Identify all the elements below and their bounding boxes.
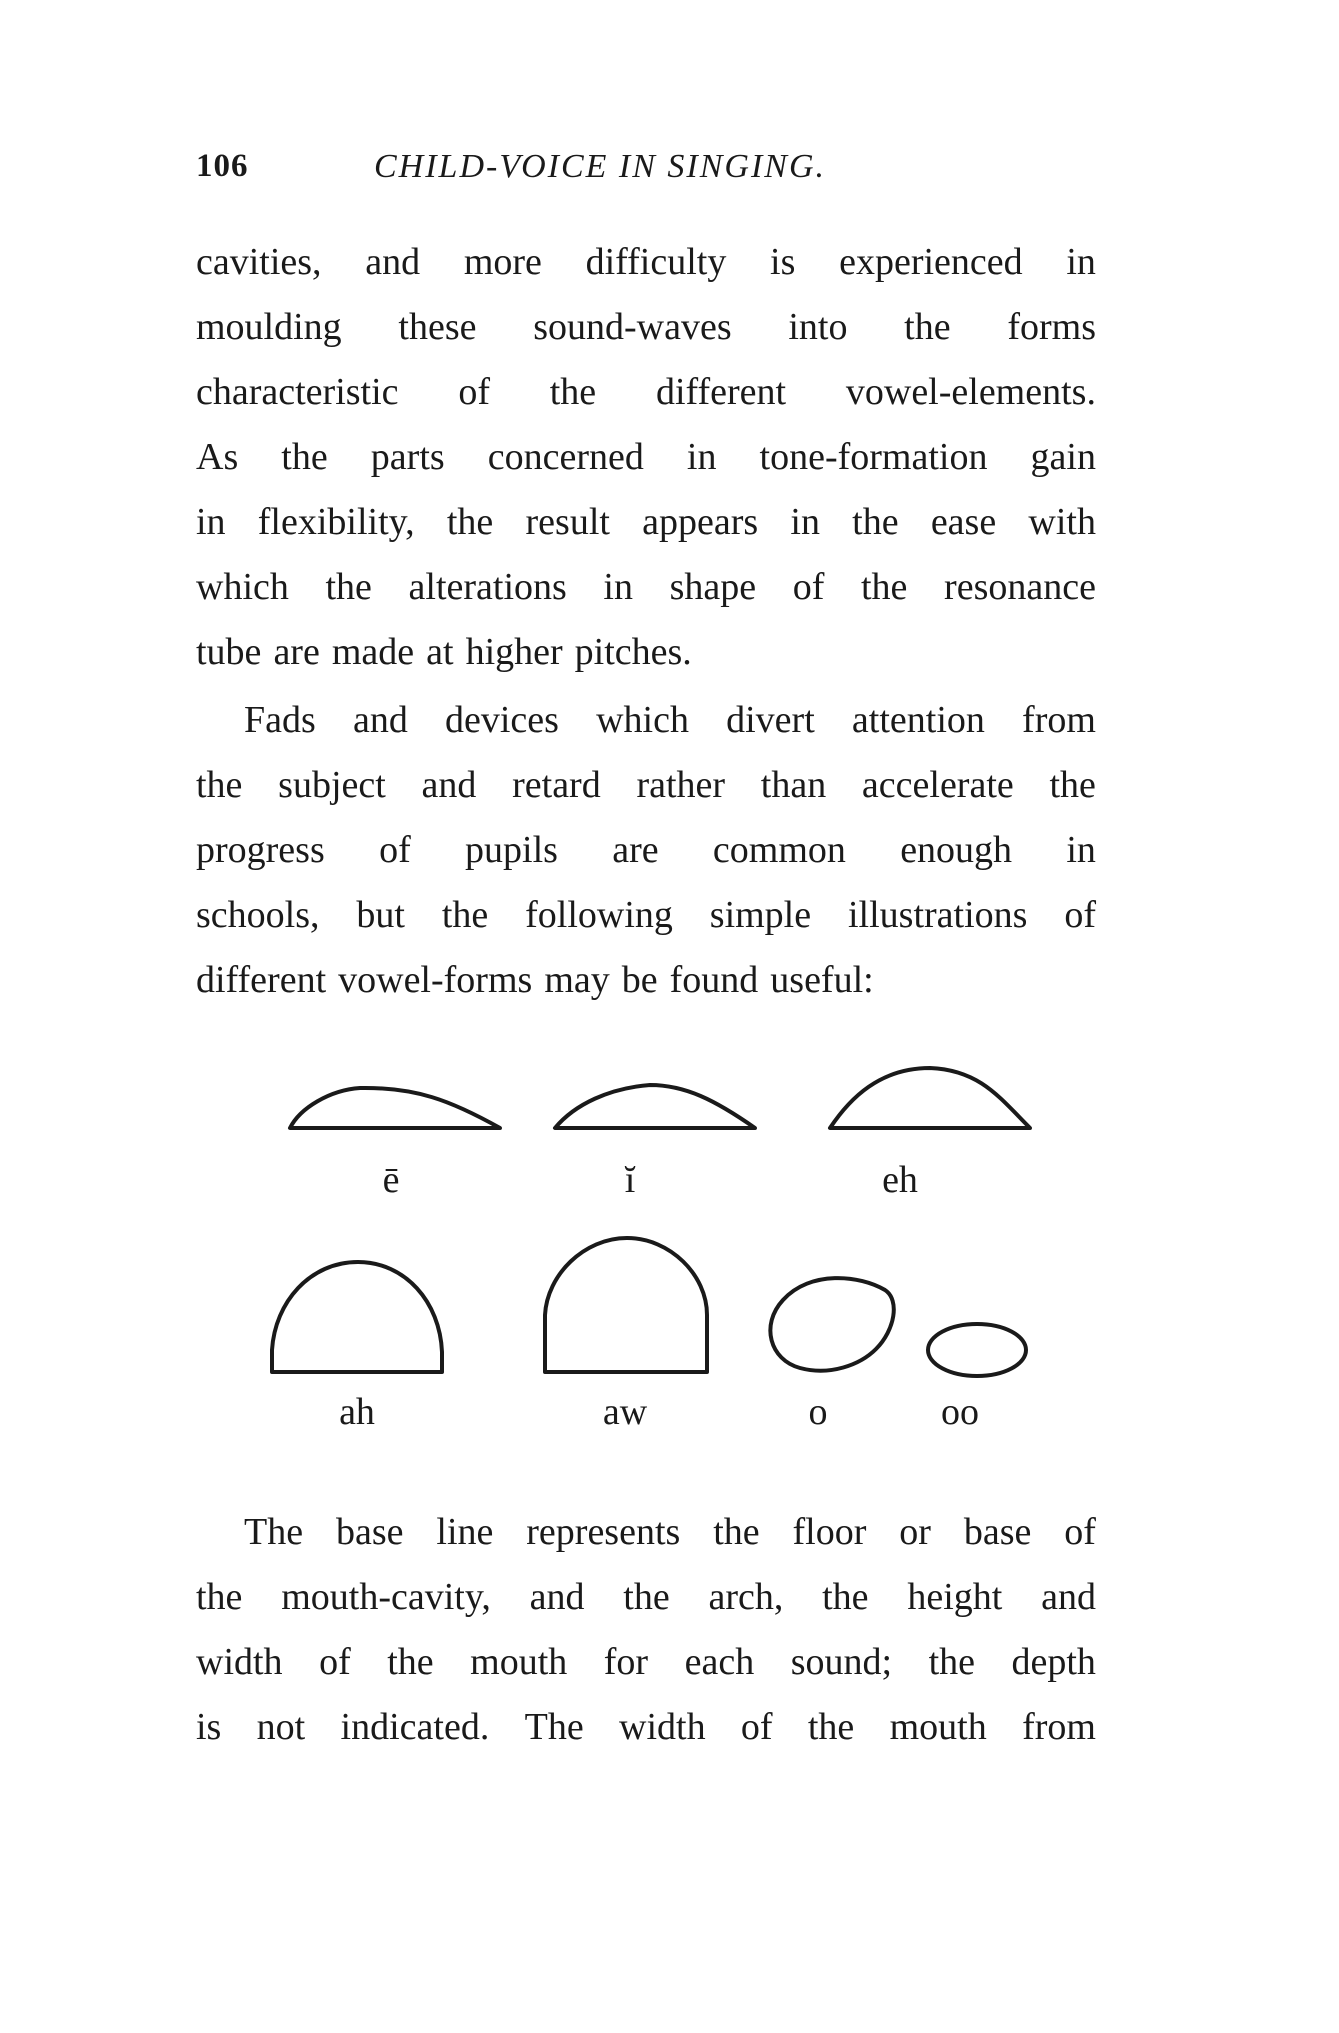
vowel-shape-i-short <box>555 1085 755 1128</box>
word: may <box>544 959 610 1001</box>
word: of <box>1064 894 1096 936</box>
text-line <box>196 295 1096 360</box>
word: the <box>928 1641 975 1683</box>
text-line <box>196 425 1096 490</box>
word: and <box>365 241 421 283</box>
text-line <box>196 818 1096 883</box>
word: progress <box>196 829 325 871</box>
text-line <box>196 1695 1096 1760</box>
word: shape <box>669 566 757 608</box>
word: cavities, <box>196 241 322 283</box>
word: higher <box>465 631 563 673</box>
word: width <box>196 1641 283 1683</box>
vowel-label: aw <box>602 1391 648 1433</box>
word: of <box>379 829 411 871</box>
word: floor <box>792 1511 867 1553</box>
word: and <box>421 764 477 806</box>
vowel-shape-eh <box>830 1068 1030 1128</box>
word: of <box>319 1641 351 1683</box>
word: base <box>335 1511 404 1553</box>
word: tone-formation <box>759 436 988 478</box>
word: mouth-cavity, <box>281 1576 491 1618</box>
text-line <box>196 883 1096 948</box>
word: at <box>426 631 454 673</box>
word: the <box>441 894 489 936</box>
word: for <box>603 1641 649 1683</box>
word: enough <box>900 829 1013 871</box>
word: different <box>655 371 787 413</box>
paragraph-3 <box>196 1500 1096 1760</box>
word: mouth <box>470 1641 568 1683</box>
word: vowel-forms <box>338 959 533 1001</box>
text-line <box>196 230 1096 295</box>
word: Fads <box>244 699 316 741</box>
vowel-shape-o <box>770 1278 893 1371</box>
word: The <box>244 1511 304 1553</box>
word: useful: <box>770 959 874 1001</box>
word: experienced <box>839 241 1023 283</box>
running-head: CHILD-VOICE IN SINGING. <box>374 148 827 185</box>
word: or <box>899 1511 931 1553</box>
text-line <box>196 948 1096 1013</box>
word: is <box>770 241 796 283</box>
word: in <box>1066 241 1096 283</box>
word: be <box>621 959 658 1001</box>
word: of <box>740 1706 773 1748</box>
word: accelerate <box>861 764 1014 806</box>
word: more <box>463 241 542 283</box>
word: in <box>790 501 820 543</box>
word: subject <box>278 764 386 806</box>
paragraph-2 <box>196 688 1096 1013</box>
vowel-shape-ah <box>272 1262 442 1372</box>
word: attention <box>851 699 985 741</box>
word: not <box>256 1706 306 1748</box>
word: indicated. <box>340 1706 490 1748</box>
word: of <box>458 371 490 413</box>
word: of <box>792 566 825 608</box>
vowel-label: ĭ <box>624 1159 636 1201</box>
word: with <box>1028 501 1096 543</box>
word: the <box>281 436 328 478</box>
text-line <box>196 555 1096 620</box>
page-number: 106 <box>196 148 249 184</box>
paragraph-1 <box>196 230 1096 685</box>
word: and <box>352 699 408 741</box>
vowel-shape-oo <box>928 1324 1026 1376</box>
word: are <box>273 631 320 673</box>
word: represents <box>526 1511 681 1553</box>
vowel-shape-aw <box>545 1238 707 1372</box>
word: the <box>1049 764 1096 806</box>
word: alterations <box>408 566 567 608</box>
word: different <box>196 959 327 1001</box>
word: sound-waves <box>533 306 732 348</box>
word: in <box>603 566 633 608</box>
word: resonance <box>944 566 1096 608</box>
word: vowel-elements. <box>845 371 1096 413</box>
word: ease <box>930 501 997 543</box>
word: the <box>852 501 899 543</box>
word: As <box>196 436 239 478</box>
vowel-label: oo <box>941 1391 979 1433</box>
word: result <box>525 501 610 543</box>
text-line <box>196 753 1096 818</box>
text-line <box>196 688 1096 753</box>
page-header <box>196 148 1096 198</box>
word: each <box>684 1641 755 1683</box>
word: but <box>356 894 405 936</box>
word: the <box>196 1576 243 1618</box>
word: the <box>904 306 951 348</box>
word: The <box>524 1706 584 1748</box>
word: and <box>529 1576 585 1618</box>
word: pitches. <box>574 631 692 673</box>
word: mouth <box>889 1706 987 1748</box>
word: devices <box>444 699 559 741</box>
word: the <box>387 1641 434 1683</box>
text-line <box>196 360 1096 425</box>
text-line <box>196 490 1096 555</box>
word: height <box>907 1576 1003 1618</box>
word: which <box>196 566 289 608</box>
word: the <box>446 501 494 543</box>
word: gain <box>1030 436 1096 478</box>
word: characteristic <box>196 371 399 413</box>
word: the <box>807 1706 855 1748</box>
word: appears <box>642 501 759 543</box>
word: illustrations <box>847 894 1028 936</box>
word: in <box>1066 829 1096 871</box>
vowel-shape-e-long <box>290 1088 500 1128</box>
word: following <box>525 894 673 936</box>
word: and <box>1041 1576 1096 1618</box>
text-line <box>196 620 1096 685</box>
word: in <box>196 501 226 543</box>
word: the <box>196 764 243 806</box>
word: the <box>325 566 372 608</box>
word: of <box>1064 1511 1096 1553</box>
text-line <box>196 1500 1096 1565</box>
word: pupils <box>465 829 558 871</box>
word: line <box>436 1511 494 1553</box>
word: than <box>760 764 827 806</box>
word: the <box>549 371 597 413</box>
word: from <box>1022 1706 1096 1748</box>
word: depth <box>1011 1641 1096 1683</box>
word: retard <box>512 764 601 806</box>
word: divert <box>726 699 815 741</box>
word: are <box>612 829 659 871</box>
word: tube <box>196 631 262 673</box>
word: difficulty <box>585 241 727 283</box>
word: the <box>623 1576 670 1618</box>
vowel-label: o <box>808 1391 828 1433</box>
word: in <box>686 436 717 478</box>
vowel-label: eh <box>882 1159 918 1201</box>
word: is <box>196 1706 222 1748</box>
word: arch, <box>708 1576 784 1618</box>
word: flexibility, <box>257 501 415 543</box>
word: sound; <box>790 1641 893 1683</box>
word: these <box>398 306 477 348</box>
word: width <box>619 1706 706 1748</box>
vowel-label: ah <box>339 1391 375 1433</box>
word: into <box>788 306 848 348</box>
word: concerned <box>487 436 644 478</box>
word: the <box>822 1576 869 1618</box>
word: made <box>331 631 415 673</box>
word: base <box>963 1511 1032 1553</box>
word: from <box>1022 699 1096 741</box>
word: which <box>596 699 689 741</box>
word: the <box>861 566 908 608</box>
word: common <box>712 829 846 871</box>
word: parts <box>370 436 445 478</box>
word: moulding <box>196 306 342 348</box>
word: schools, <box>196 894 320 936</box>
word: rather <box>636 764 726 806</box>
text-line <box>196 1565 1096 1630</box>
word: forms <box>1007 306 1096 348</box>
word: simple <box>709 894 812 936</box>
word: the <box>713 1511 760 1553</box>
word: found <box>669 959 759 1001</box>
text-line <box>196 1630 1096 1695</box>
vowel-label: ē <box>382 1159 400 1201</box>
